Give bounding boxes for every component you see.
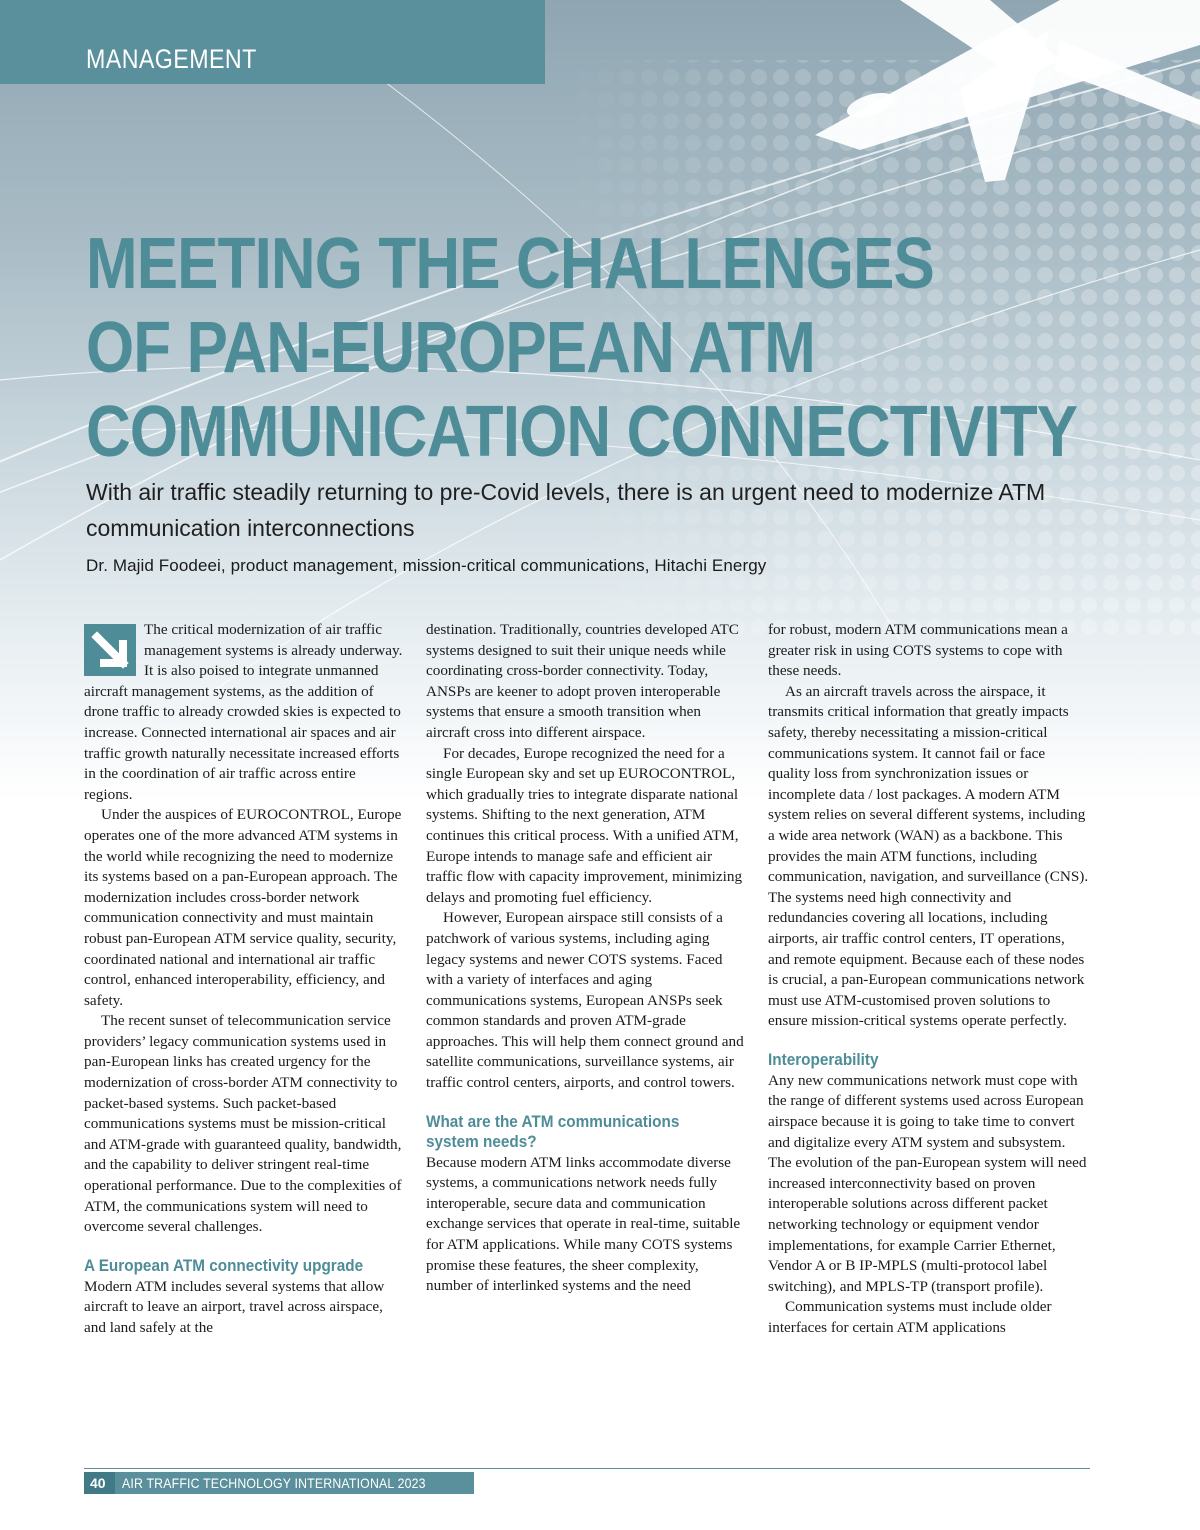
- footer-rule: [84, 1468, 1090, 1469]
- paragraph: Modern ATM includes several systems that allow aircraft to leave an airport, travel across airspace, and land safely at the: [84, 1277, 385, 1336]
- paragraph: Under the auspices of EUROCONTROL, Europe operates one of the more advanced ATM systems in the world while recognizing the need to modernize its systems based on a pan-European approach. The modernization includes cross-border network communication connectivity and must maintain robust pan-European ATM service quality, security, coordinated national and international air traffic control, enhanced interoperability, efficiency, and safety.: [84, 806, 402, 1009]
- paragraph: The critical modernization of air traffic management systems is already underway. It is also poised to integrate unmanned aircraft management systems, as the addition of drone traffic to already crowded skies is expected to increase. Connected international air spaces and air traffic growth naturally necessitate increased efforts in the coordination of air traffic across entire regions.: [84, 621, 403, 803]
- paragraph: However, European airspace still consists of a patchwork of various systems, including aging legacy systems and newer COTS systems. Faced with a variety of interfaces and aging communications systems, European ANSPs seek common standards and proven ATM-grade approaches. This will help them connect ground and satellite communications, surveillance systems, air traffic control centers, airports, and control towers.: [426, 909, 744, 1092]
- article-column-3: [768, 620, 1090, 1339]
- section-tab: [0, 0, 545, 84]
- paragraph: For decades, Europe recognized the need for a single European sky and set up EUROCONTROL, which gradually tries to integrate disparate national systems. Shifting to the next generation, ATM continues this critical process. With a unified ATM, Europe intends to manage safe and efficient air traffic flow with capacity improvement, minimizing delays and promoting fuel efficiency.: [426, 744, 743, 906]
- paragraph: Any new communications network must cope with the range of different systems used across European airspace because it is going to take time to convert and digitalize every ATM system and subsystem. The evolution of the pan-European system will need increased interconnectivity based on proven interoperable solutions across different packet networking technology or equipment vendor implementations, for example Carrier Ethernet, Vendor A or B IP-MPLS (multi-protocol label switching), and MPLS-TP (transport profile).: [768, 1071, 1087, 1295]
- headline-line-3: COMMUNICATION CONNECTIVITY: [86, 392, 1078, 472]
- paragraph: Because modern ATM links accommodate diverse systems, a communications network needs fully interoperable, secure data and communication exchange services that operate in real-time, suitable for ATM applications. While many COTS systems promise these features, the sheer complexity, number of interlinked systems and the need: [426, 1153, 741, 1295]
- paragraph: for robust, modern ATM communications mean a greater risk in using COTS systems to cope with these needs.: [768, 621, 1068, 680]
- section-label: MANAGEMENT: [86, 44, 257, 74]
- arrow-down-right-icon: [84, 624, 136, 676]
- paragraph: The recent sunset of telecommunication service providers’ legacy communication systems used in pan-European links has created urgency for the modernization of cross-border ATM connectivity to packet-based systems. Such packet-based communications systems must be mission-critical and ATM-grade with guaranteed quality, bandwidth, and the capability to deliver stringent real-time operational performance. Due to the complexities of ATM, the communications system will need to overcome several challenges.: [84, 1012, 402, 1236]
- paragraph: destination. Traditionally, countries developed ATC systems designed to suit their unique needs while coordinating cross-border connectivity. Today, ANSPs are keener to adopt proven interoperable systems that ensure a smooth transition when aircraft cross into different airspace.: [426, 621, 739, 741]
- page-footer: [84, 1472, 474, 1494]
- publication-title: AIR TRAFFIC TECHNOLOGY INTERNATIONAL 2023: [121, 1475, 426, 1491]
- subheading: A European ATM connectivity upgrade: [84, 1255, 364, 1275]
- headline-line-1: MEETING THE CHALLENGES: [86, 224, 935, 304]
- standfirst: With air traffic steadily returning to pre-Covid levels, there is an urgent need to modernize ATM communication interconnections: [86, 479, 1046, 541]
- headline-line-2: OF PAN-EUROPEAN ATM: [86, 308, 815, 388]
- article-column-2: [426, 620, 748, 1297]
- subheading: What are the ATM communications system needs?: [426, 1111, 680, 1151]
- article-headline: [86, 222, 1078, 474]
- page-number: 40: [84, 1472, 115, 1494]
- paragraph: As an aircraft travels across the airspace, it transmits critical information that greatly impacts safety, thereby necessitating a mission-critical communications system. It cannot fail or face quality loss from synchronization issues or incomplete data / lost packages. A modern ATM system relies on several different systems, including a wide area network (WAN) as a backbone. This provides the main ATM functions, including communication, navigation, and surveillance (CNS). The systems need high connectivity and redundancies covering all locations, including airports, air traffic control centers, IT operations, and remote equipment. Because each of these nodes is crucial, a pan-European communications network must use ATM-customised proven solutions to ensure mission-critical systems operate perfectly.: [768, 682, 1089, 1030]
- subheading: Interoperability: [768, 1049, 879, 1069]
- paragraph: Communication systems must include older interfaces for certain ATM applications: [768, 1298, 1052, 1336]
- article-column-1: [84, 620, 406, 1339]
- byline: Dr. Majid Foodeei, product management, mission-critical communications, Hitachi Energy: [86, 556, 767, 575]
